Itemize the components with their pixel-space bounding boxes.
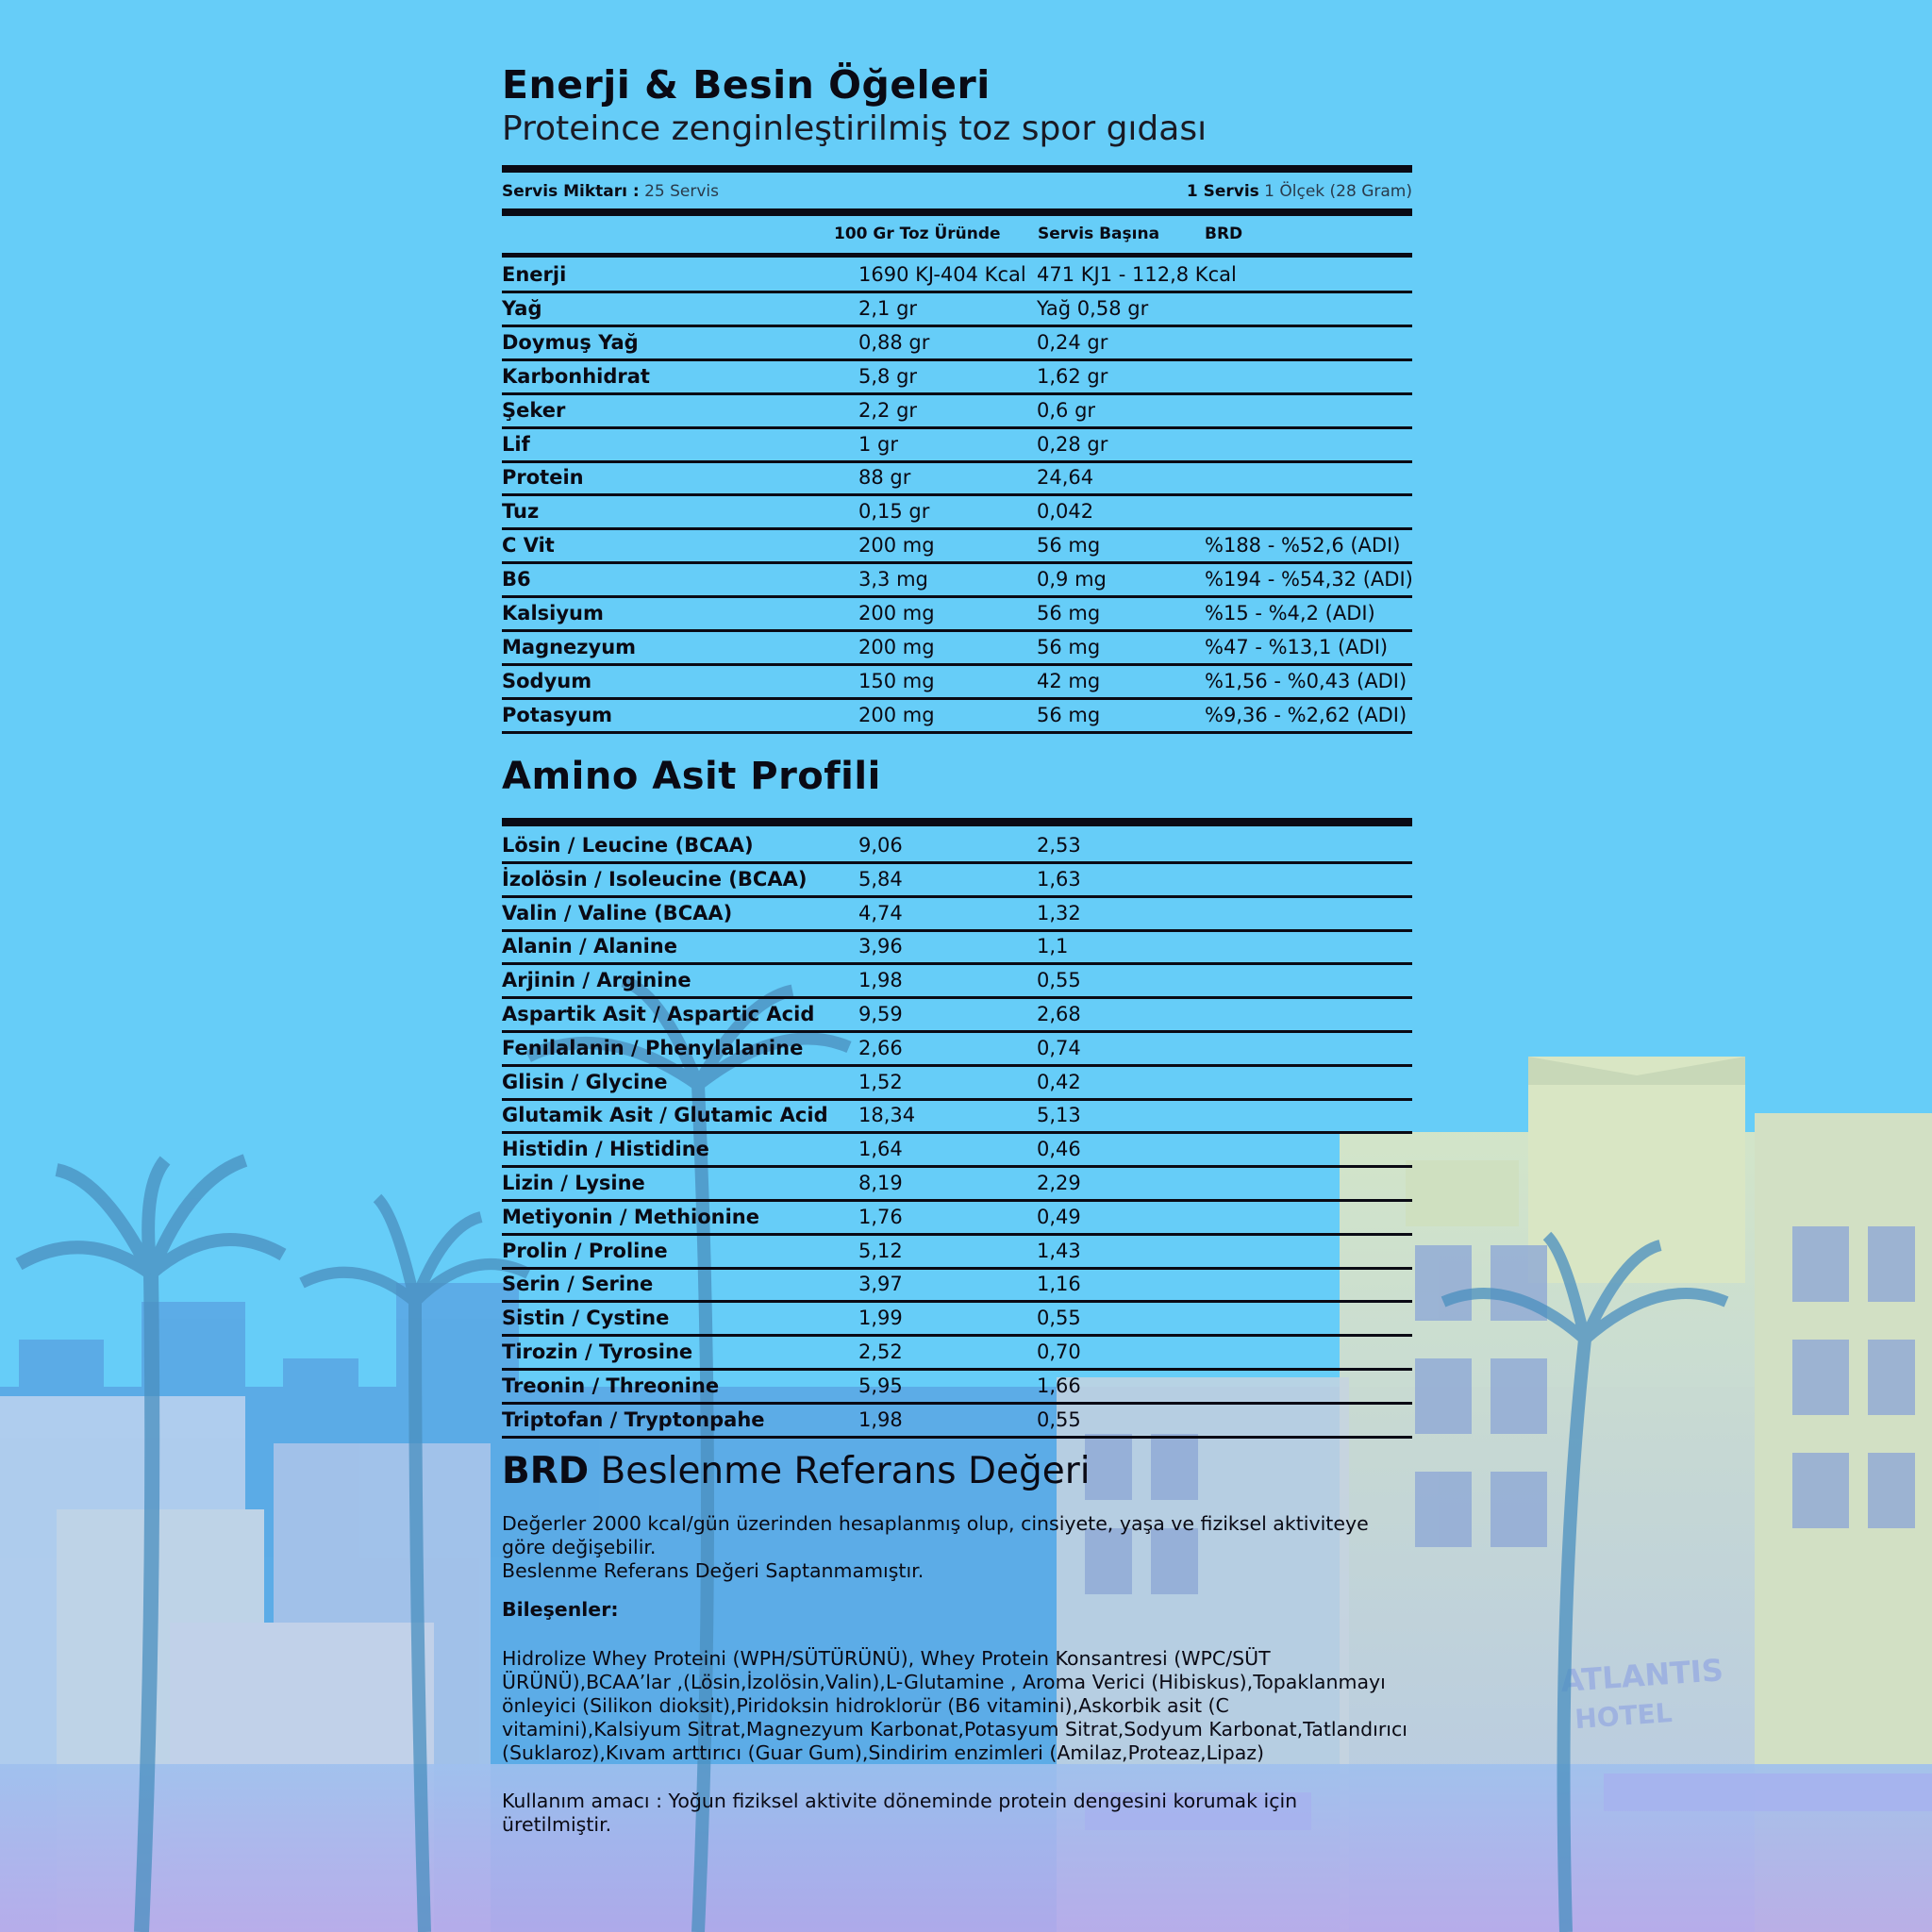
serving-info [502,182,1412,203]
amino-row [502,965,1412,999]
amino-row [502,864,1412,898]
amino-per100: 18,34 [858,1104,916,1127]
amino-name: Tirozin / Tyrosine [502,1341,693,1363]
amino-name: Fenilalanin / Phenylalanine [502,1036,804,1059]
amino-per-serving: 0,49 [1037,1205,1081,1228]
amino-name: Prolin / Proline [502,1239,668,1262]
nutrient-row [502,632,1412,666]
nutrient-brd: %47 - %13,1 (ADI) [1205,635,1389,658]
nutrient-per100: 1690 KJ-404 Kcal [858,263,1026,286]
brd-note: Değerler 2000 kcal/gün üzerinden hesaplanmış olup, cinsiyete, yaşa ve fiziksel aktiviteye göre değişebilir. [502,1512,1369,1558]
nutrient-name: Lif [502,432,530,456]
amino-per-serving: 1,43 [1037,1239,1081,1262]
amino-per100: 1,99 [858,1307,903,1330]
amino-per-serving: 2,53 [1037,834,1081,857]
nutrient-per100: 200 mg [858,534,935,558]
nutrient-per-serving: 42 mg [1037,669,1101,692]
amino-per-serving: 1,1 [1037,935,1069,958]
amino-name: Glutamik Asit / Glutamic Acid [502,1104,828,1127]
nutrient-row [502,666,1412,700]
amino-per-serving: 1,66 [1037,1374,1081,1397]
nutrient-row [502,598,1412,632]
serving-amount [502,182,719,201]
nutrient-per-serving: 0,28 gr [1037,432,1108,456]
nutrient-name: Protein [502,466,584,490]
amino-title: Amino Asit Profili [502,755,881,798]
divider-thick [502,253,1412,258]
ingredients-label: Bileşenler: [502,1598,619,1621]
amino-per-serving: 0,42 [1037,1070,1081,1093]
nutrient-per-serving: 56 mg [1037,534,1101,558]
nutrient-name: B6 [502,568,531,591]
nutrient-per100: 200 mg [858,703,935,726]
amino-per-serving: 0,74 [1037,1036,1081,1059]
nutrient-row [502,361,1412,395]
amino-per-serving: 1,32 [1037,901,1081,924]
amino-per-serving: 5,13 [1037,1104,1081,1127]
nutrient-brd: %188 - %52,6 (ADI) [1205,534,1401,558]
amino-per-serving: 2,29 [1037,1172,1081,1194]
amino-name: Arjinin / Arginine [502,969,691,992]
nutrient-per-serving: 56 mg [1037,635,1101,658]
amino-name: Lösin / Leucine (BCAA) [502,834,754,857]
nutrient-per-serving: 56 mg [1037,703,1101,726]
nutrient-name: C Vit [502,534,555,558]
amino-row [502,1134,1412,1168]
nutrient-row [502,327,1412,361]
amino-row [502,1202,1412,1236]
amino-per100: 1,98 [858,1407,903,1431]
amino-row [502,1236,1412,1270]
column-header-per-serving: Servis Başına [1038,225,1160,243]
amino-per100: 2,66 [858,1036,903,1059]
nutrient-brd: %15 - %4,2 (ADI) [1205,602,1375,625]
amino-name: Sistin / Cystine [502,1307,670,1330]
amino-row [502,1405,1412,1439]
amino-per-serving: 0,46 [1037,1138,1081,1161]
amino-name: Metiyonin / Methionine [502,1205,759,1228]
amino-name: Lizin / Lysine [502,1172,645,1194]
nutrient-per100: 1 gr [858,432,898,456]
nutrient-per100: 200 mg [858,602,935,625]
nutrient-per-serving: Yağ 0,58 gr [1037,296,1149,320]
amino-per100: 5,12 [858,1239,903,1262]
nutrient-name: Doymuş Yağ [502,330,639,354]
serving-amount-value: 25 Servis [644,182,720,201]
ingredients-text: Hidrolize Whey Proteini (WPH/SÜTÜRÜNÜ), Whey Protein Konsantresi (WPC/SÜT ÜRÜNÜ),BCAA’lar ,(Lösin,İzolösin,Valin),L-Glutamine , Aroma Verici (Hibiskus),Topaklanmayı önleyici (Silikon dioksit),Piridoksin hidroklorür (B6 vitamini),Askorbik asit (C vitamini),Kalsiyum Sitrat,Magnezyum Karbonat,Potasyum Sitrat,Sodyum Karbonat,Tatlandırıcı (Suklaroz),Kıvam arttırıcı (Guar Gum),Sindirim enzimleri (Amilaz,Proteaz,Lipaz) [502,1647,1407,1764]
amino-row [502,1303,1412,1337]
nutrient-brd: %194 - %54,32 (ADI) [1205,568,1413,591]
amino-row [502,931,1412,965]
nutrient-name: Sodyum [502,669,592,692]
amino-name: Aspartik Asit / Aspartic Acid [502,1003,815,1025]
nutrient-name: Potasyum [502,703,613,726]
amino-per100: 1,52 [858,1070,903,1093]
amino-per-serving: 0,55 [1037,1407,1081,1431]
nutrient-per100: 0,15 gr [858,500,930,524]
divider-thick [502,818,1412,826]
nutrient-brd: %9,36 - %2,62 (ADI) [1205,703,1407,726]
nutrient-name: Kalsiyum [502,602,604,625]
nutrient-row [502,462,1412,496]
amino-name: Alanin / Alanine [502,935,677,958]
svg-text:ATLANTIS: ATLANTIS [1559,1652,1725,1700]
amino-name: İzolösin / Isoleucine (BCAA) [502,867,808,891]
serving-size-value: 1 Ölçek (28 Gram) [1264,182,1412,201]
amino-per100: 4,74 [858,901,903,924]
serving-size [1187,182,1412,201]
amino-per-serving: 1,16 [1037,1273,1081,1296]
amino-row [502,1100,1412,1134]
divider-thick [502,208,1412,216]
amino-row [502,898,1412,932]
nutrient-name: Yağ [502,296,542,320]
nutrient-name: Karbonhidrat [502,364,650,388]
brd-title [502,1450,1091,1492]
amino-per-serving: 2,68 [1037,1003,1081,1025]
nutrient-row [502,700,1412,734]
nutrient-name: Magnezyum [502,635,637,658]
amino-per100: 2,52 [858,1341,903,1363]
nutrient-per100: 200 mg [858,635,935,658]
column-header-brd: BRD [1205,225,1243,243]
amino-row [502,1269,1412,1303]
amino-row [502,1371,1412,1405]
amino-per-serving: 0,70 [1037,1341,1081,1363]
nutrient-row [502,530,1412,564]
nutrient-per-serving: 471 KJ1 - 112,8 Kcal [1037,263,1237,286]
amino-per-serving: 0,55 [1037,969,1081,992]
amino-per100: 5,95 [858,1374,903,1397]
nutrient-per100: 2,2 gr [858,398,918,422]
svg-text:HOTEL: HOTEL [1574,1696,1674,1736]
brd-label: Beslenme Referans Değeri [589,1450,1091,1492]
brd-abbr: BRD [502,1450,590,1492]
amino-per-serving: 0,55 [1037,1307,1081,1330]
amino-per100: 9,59 [858,1003,903,1025]
nutrient-per100: 5,8 gr [858,364,918,388]
amino-row [502,1337,1412,1371]
amino-row [502,999,1412,1033]
nutrient-per-serving: 0,6 gr [1037,398,1096,422]
amino-per-serving: 1,63 [1037,867,1081,891]
nutrient-row [502,496,1412,530]
amino-per100: 5,84 [858,867,903,891]
nutrient-name: Tuz [502,500,540,524]
amino-per100: 1,98 [858,969,903,992]
serving-size-label: 1 Servis [1186,182,1259,201]
amino-per100: 9,06 [858,834,903,857]
nutrient-per100: 3,3 mg [858,568,928,591]
amino-name: Histidin / Histidine [502,1138,709,1161]
nutrient-row [502,429,1412,463]
nutrient-name: Enerji [502,263,567,286]
nutrient-row [502,395,1412,429]
nutrient-name: Şeker [502,398,566,422]
nutrient-per-serving: 0,24 gr [1037,330,1108,354]
amino-name: Glisin / Glycine [502,1070,668,1093]
amino-row [502,1033,1412,1067]
page-title: Enerji & Besin Öğeleri [502,62,991,108]
amino-per100: 1,76 [858,1205,903,1228]
nutrient-per100: 0,88 gr [858,330,930,354]
amino-name: Valin / Valine (BCAA) [502,901,733,924]
nutrient-per-serving: 0,9 mg [1037,568,1107,591]
nutrient-per-serving: 24,64 [1037,466,1094,490]
nutrient-per-serving: 56 mg [1037,602,1101,625]
amino-row [502,1168,1412,1202]
amino-name: Treonin / Threonine [502,1374,720,1397]
serving-amount-label: Servis Miktarı : [502,182,640,201]
divider-thick [502,165,1412,173]
page-subtitle: Proteince zenginleştirilmiş toz spor gıdası [502,109,1208,148]
column-header-per100: 100 Gr Toz Üründe [834,225,1001,243]
amino-per100: 1,64 [858,1138,903,1161]
nutrient-row [502,564,1412,598]
nutrient-per100: 88 gr [858,466,911,490]
amino-name: Triptofan / Tryptonpahe [502,1407,765,1431]
nutrient-per-serving: 1,62 gr [1037,364,1108,388]
amino-name: Serin / Serine [502,1273,654,1296]
nutrient-row [502,259,1412,293]
amino-row [502,1067,1412,1101]
brd-not-set: Beslenme Referans Değeri Saptanmamıştır. [502,1559,924,1582]
amino-per100: 3,96 [858,935,903,958]
nutrient-per100: 2,1 gr [858,296,918,320]
nutrient-per100: 150 mg [858,669,935,692]
amino-per100: 3,97 [858,1273,903,1296]
usage-text: Kullanım amacı : Yoğun fiziksel aktivite döneminde protein dengesini korumak için üretilmiştir. [502,1790,1298,1836]
nutrient-row [502,293,1412,327]
nutrient-per-serving: 0,042 [1037,500,1094,524]
amino-per100: 8,19 [858,1172,903,1194]
nutrient-brd: %1,56 - %0,43 (ADI) [1205,669,1407,692]
amino-row [502,830,1412,864]
